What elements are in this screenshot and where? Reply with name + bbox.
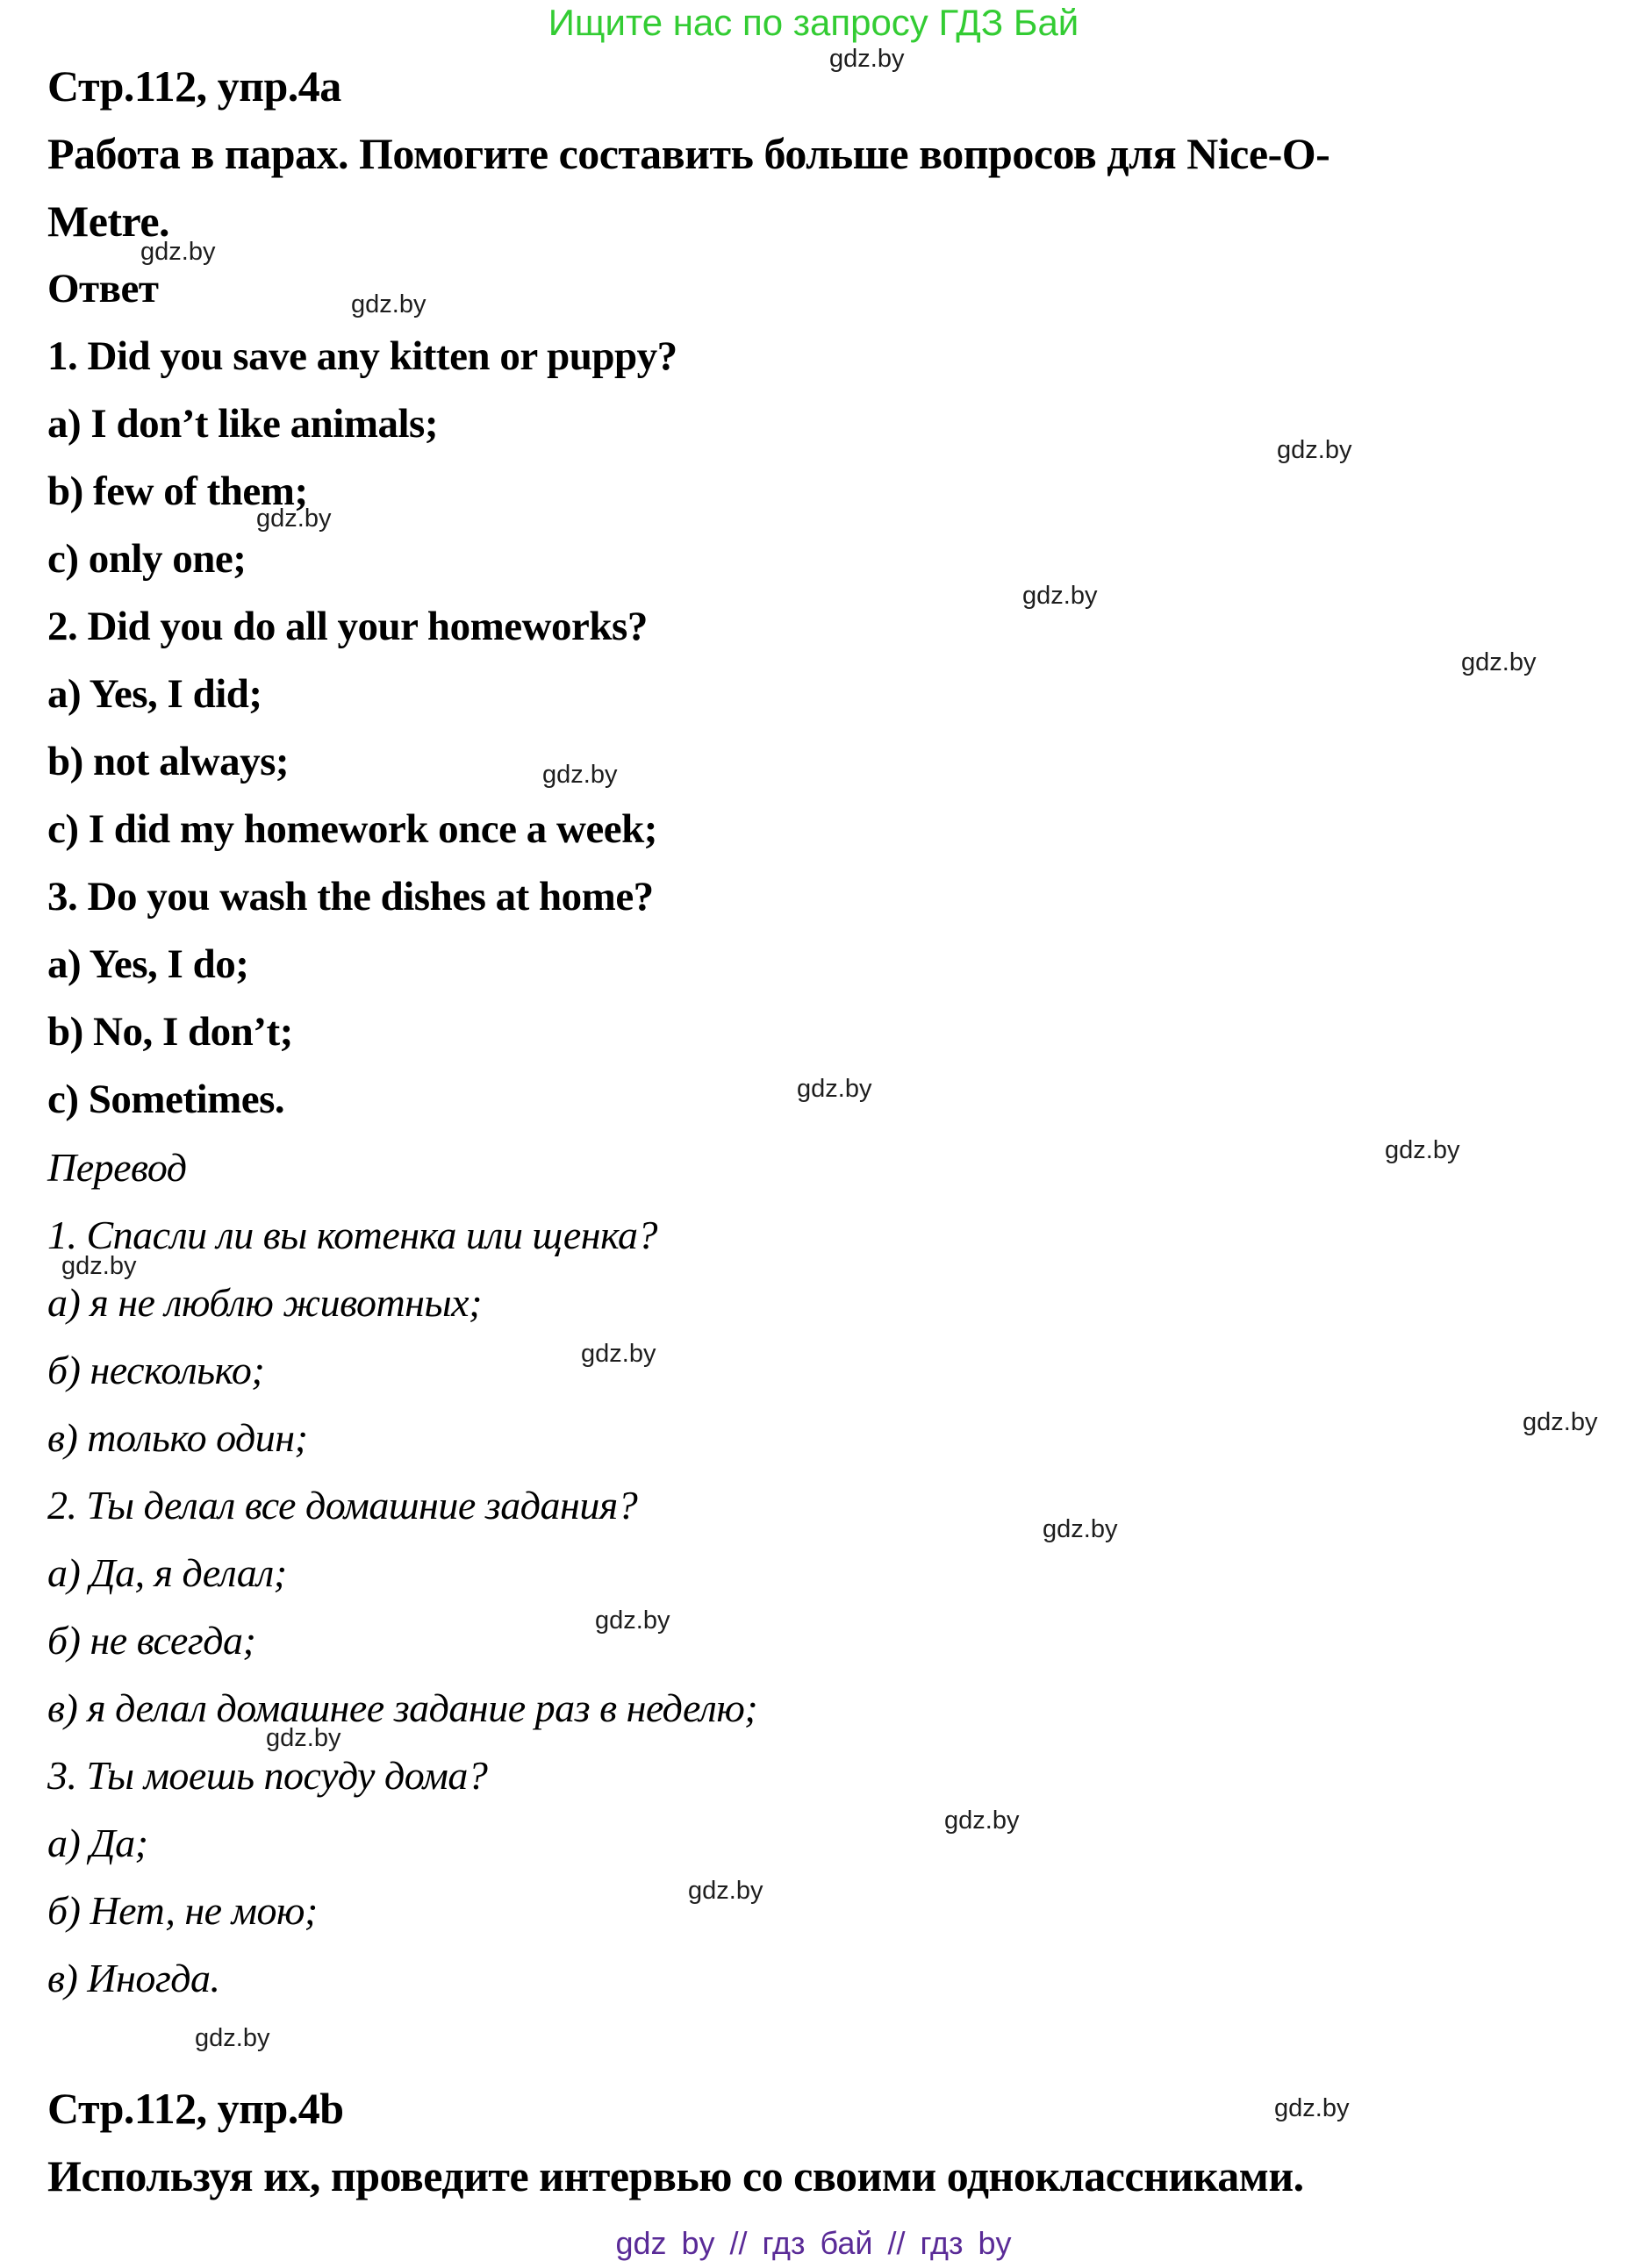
t-q2-option-b: б) не всегда; <box>47 1618 256 1663</box>
q2-option-a: a) Yes, I did; <box>47 671 262 717</box>
gdz-watermark: gdz.by <box>256 504 332 533</box>
heading-4b: Стр.112, упр.4b <box>47 2084 344 2133</box>
question-3: 3. Do you wash the dishes at home? <box>47 874 654 919</box>
translation-q2: 2. Ты делал все домашние задания? <box>47 1483 638 1528</box>
footer-branding: gdz by // гдз бай // гдз by <box>615 2225 1012 2261</box>
gdz-watermark: gdz.by <box>61 1252 137 1280</box>
q1-option-c: c) only one; <box>47 536 247 582</box>
t-q1-option-c: в) только один; <box>47 1415 308 1460</box>
gdz-watermark: gdz.by <box>1043 1515 1118 1543</box>
q3-option-b: b) No, I don’t; <box>47 1009 293 1055</box>
gdz-watermark: gdz.by <box>1277 436 1352 464</box>
gdz-watermark: gdz.by <box>595 1606 670 1635</box>
exercise-content <box>47 53 1622 2210</box>
q3-option-a: a) Yes, I do; <box>47 941 249 987</box>
t-q1-option-b: б) несколько; <box>47 1348 265 1392</box>
answer-label: Ответ <box>47 266 159 311</box>
q1-option-a: a) I don’t like animals; <box>47 401 438 447</box>
t-q3-option-b: б) Нет, не мою; <box>47 1888 318 1933</box>
gdz-watermark: gdz.by <box>266 1724 341 1752</box>
gdz-watermark: gdz.by <box>688 1877 763 1905</box>
gdz-watermark: gdz.by <box>1385 1136 1460 1164</box>
gdz-watermark: gdz.by <box>581 1340 656 1368</box>
gdz-watermark: gdz.by <box>1274 2094 1350 2122</box>
translation-q3: 3. Ты моешь посуду дома? <box>47 1753 488 1798</box>
q3-option-c: c) Sometimes. <box>47 1077 285 1122</box>
question-1: 1. Did you save any kitten or puppy? <box>47 333 677 379</box>
task-4a-text-line2: Metre. <box>47 197 170 246</box>
heading-4a: Стр.112, упр.4a <box>47 61 341 111</box>
gdz-watermark: gdz.by <box>1461 648 1537 676</box>
q1-option-b: b) few of them; <box>47 469 308 514</box>
task-4a-text-line1: Работа в парах. Помогите составить больше вопросов для Nice-O- <box>47 129 1330 178</box>
t-q3-option-c: в) Иногда. <box>47 1956 220 2000</box>
translation-q1: 1. Спасли ли вы котенка или щенка? <box>47 1213 657 1257</box>
gdz-watermark: gdz.by <box>797 1075 872 1103</box>
t-q1-option-a: а) я не люблю животных; <box>47 1280 482 1325</box>
q2-option-c: c) I did my homework once a week; <box>47 806 657 852</box>
t-q3-option-a: а) Да; <box>47 1821 148 1865</box>
gdz-watermark: gdz.by <box>1022 582 1098 610</box>
gdz-watermark: gdz.by <box>351 290 426 318</box>
gdz-watermark: gdz.by <box>542 761 618 789</box>
task-4b-text: Используя их, проведите интервью со своими одноклассниками. <box>47 2151 1304 2200</box>
gdz-watermark: gdz.by <box>829 45 905 73</box>
q2-option-b: b) not always; <box>47 739 290 784</box>
gdz-watermark: gdz.by <box>140 238 216 266</box>
t-q2-option-a: а) Да, я делал; <box>47 1550 287 1595</box>
promo-banner: Ищите нас по запросу ГДЗ Бай <box>548 2 1079 43</box>
gdz-watermark: gdz.by <box>944 1807 1020 1835</box>
question-2: 2. Did you do all your homeworks? <box>47 604 648 649</box>
t-q2-option-c: в) я делал домашнее задание раз в неделю; <box>47 1685 758 1730</box>
gdz-watermark: gdz.by <box>195 2024 270 2052</box>
gdz-watermark: gdz.by <box>1523 1408 1598 1436</box>
translation-label: Перевод <box>47 1145 187 1190</box>
